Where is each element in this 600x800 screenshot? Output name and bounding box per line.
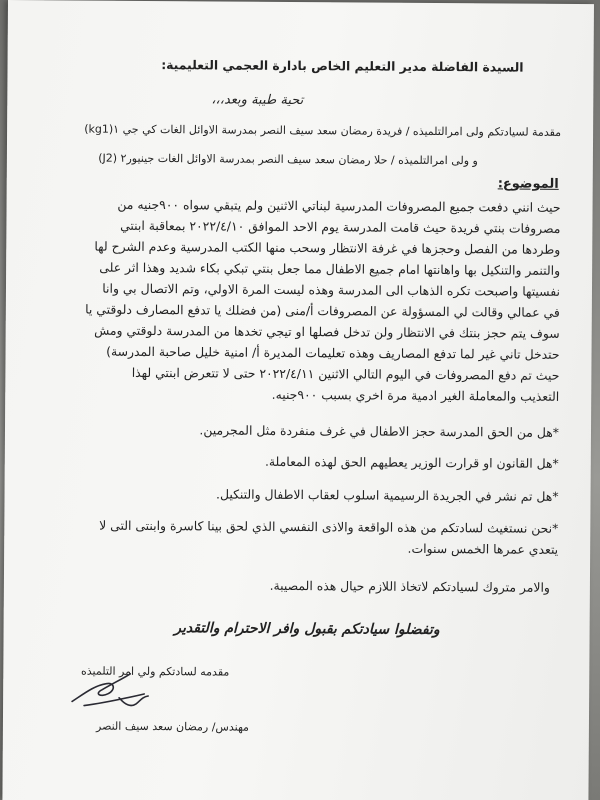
intro-line-2: و ولى امرالتلميذه / حلا رمضان سعد سيف النصر بمدرسة الاوائل الغات جينيور٢ (J2) — [98, 151, 478, 168]
letter-paper — [2, 0, 594, 800]
body-line: سوف يتم حجز بنتك في الانتظار ولن تدخل فصلها او تيجي تخدها من المدرسة دلوقتي ومش — [94, 322, 560, 341]
signer-name: مهندس/ رمضان سعد سيف النصر — [95, 719, 249, 734]
subject-heading: الموضوع: — [497, 176, 559, 192]
body-line: والتنمر والتنكيل بها واهانتها امام جميع الاطفال مما جعل بنتي تبكي بكاء شديد وهذا اثر على — [99, 259, 561, 278]
addressee: السيدة الفاضلة مدير التعليم الخاص بادارة العجمي التعليمية: — [161, 57, 524, 75]
letter-body — [48, 0, 562, 734]
body-line: حيث تم دفع المصروفات في اليوم التالي الاثنين ٢٠٢٢/٤/١١ حتى لا تتعرض ابنتي لهذا — [131, 364, 560, 383]
question-line: *هل القانون او قرارت الوزير يعطيهم الحق لهذه المعاملة. — [264, 453, 559, 471]
plea-line: يتعدي عمرها الخمس سنوات. — [407, 540, 559, 557]
body-line: وطردها من الفصل وحجزها في غرفة الانتظار وسحب منها الكتب المدرسية وعدم الشرح لها — [94, 238, 561, 257]
body-line: نفسيتها واصبحت تكره الذهاب الى المدرسة وهذه ليست المرة الاولي، وتم الاتصال بي وانا — [102, 280, 561, 299]
body-line: مصروفات بنتي فريدة حيث قامت المدرسة يوم الاحد الموافق ٢٠٢٢/٤/١٠ بمعاقبة ابنتي — [120, 217, 561, 236]
body-line: حتدخل تاني غير لما تدفع المصاريف وهذه تعليمات المديرة أ/ امنية خليل صاحبة المدرسة) — [106, 343, 560, 362]
submitted-by: مقدمه لسادتكم ولي امر التلميذه — [80, 664, 230, 679]
body-line: في عمالي وقالت لي المسؤولة عن المصروفات أ/منى (من فضلك يا تدفع المصارف دلوقتي يا — [85, 301, 560, 320]
body-line: حيث انني دفعت جميع المصروفات المدرسية لبناتي الاثنين ولم يتبقي سواه ٩٠٠جنيه من — [117, 196, 561, 215]
question-line: *هل تم نشر في الجريدة الرسيمية اسلوب لعقاب الاطفال والتنكيل. — [215, 486, 559, 504]
greeting: تحية طيبة وبعد،،، — [211, 92, 304, 109]
body-line: التعذيب والمعاملة الغير ادمية مرة اخري بسبب ٩٠٠جنيه. — [271, 386, 560, 404]
signature — [64, 663, 154, 719]
question-line: *هل من الحق المدرسة حجز الاطفال في غرف منفردة مثل المجرمين. — [199, 422, 560, 440]
intro-line-1: مقدمة لسيادتكم ولى امرالتلميذه / فريدة رمضان سعد سيف النصر بمدرسة الاوائل الغات كي جي ١(kg1) — [84, 122, 562, 139]
closing-line: وتفضلوا سيادتكم بقبول وافر الاحترام والتقدير — [174, 620, 440, 639]
plea-line: *نحن نستغيث لسادتكم من هذه الواقعة والاذى النفسي الذي لحق بينا كاسرة وابنتى التى لا — [99, 517, 559, 536]
request-line: والامر متروك لسيادتكم لاتخاذ اللازم حيال هذه المصيبة. — [269, 577, 550, 595]
